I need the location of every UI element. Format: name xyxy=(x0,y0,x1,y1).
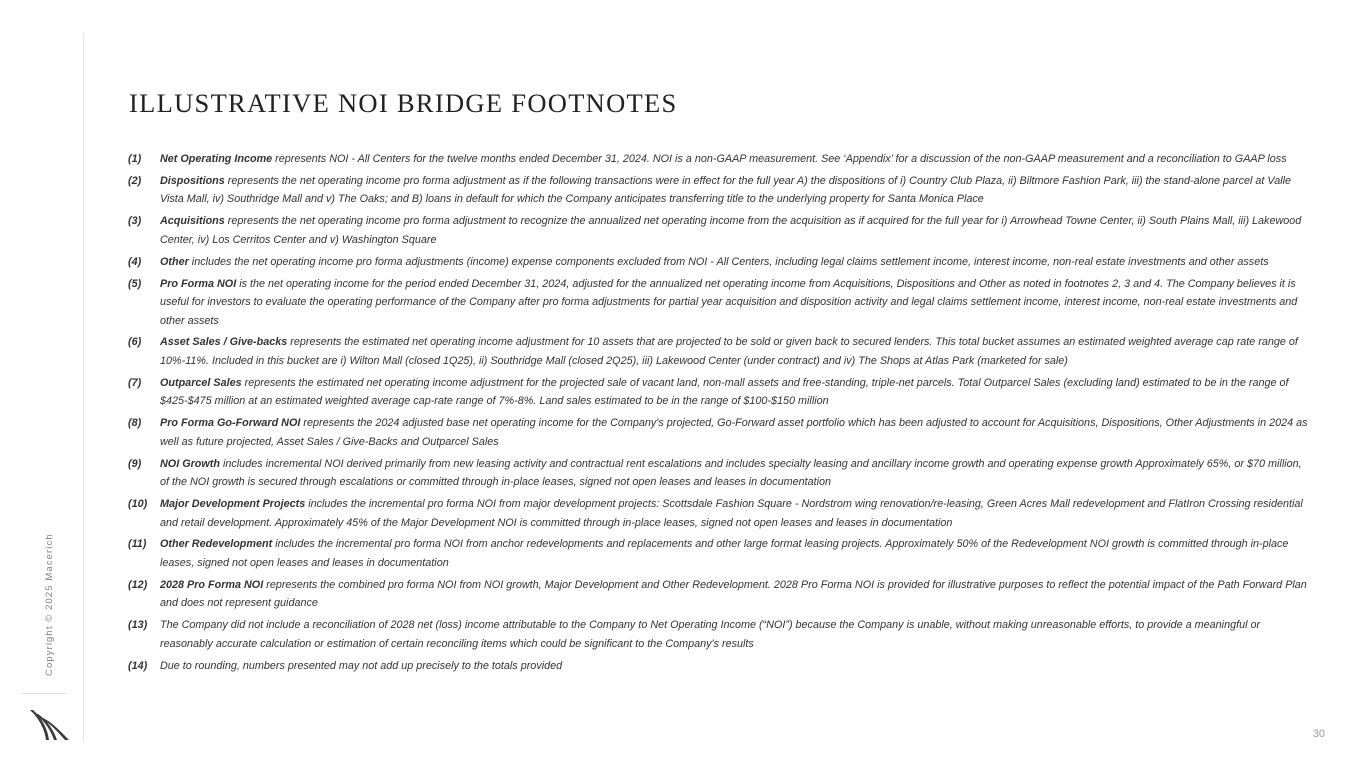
footnote-number: (11) xyxy=(128,538,147,551)
footnote-term: Net Operating Income xyxy=(160,153,273,165)
footnote-item xyxy=(128,576,1313,613)
footnote-body: includes incremental NOI derived primarily from new leasing activity and contractual rent escalations and includes specialty leasing and ancillary income growth and operating expense growth Approximately 65%, or $70 million, of the NOI growth is secured through escalations or committed through in-place leases, signed not open leases and leases in documentation xyxy=(160,457,1302,489)
footnote-term: NOI Growth xyxy=(160,457,220,470)
footnote-body: includes the incremental pro forma NOI from anchor redevelopments and replacements and other large format leasing projects. Approximately 50% of the Redevelopment NOI growth is committed through in-place leases, signed not open leases and leases in documentation xyxy=(160,538,1289,569)
footnote-number: (14) xyxy=(128,659,148,672)
page-number: 30 xyxy=(1312,728,1325,740)
footnote-body: represents the estimated net operating income adjustment for the projected sale of vacant land, non-mall assets and free-standing, triple-net parcels. Total Outparcel Sales (excluding land) estimated to be in the range of $425-$475 million at an estimated weighted average cap-rate range of 7%-8%. Land sales estimated to be in the range of $100-$150 million xyxy=(160,376,1289,408)
footnote-body: Due to rounding, numbers presented may not add up precisely to the totals provided xyxy=(160,659,563,672)
footnote-term: Pro Forma NOI xyxy=(160,277,237,290)
footnote-text xyxy=(160,576,1313,613)
footnote-term: Other xyxy=(160,255,189,268)
footnote-number: (12) xyxy=(128,578,148,591)
footnote-item xyxy=(128,455,1313,492)
footnote-body: is the net operating income for the period ended December 31, 2024, adjusted for the annualized net operating income from Acquisitions, Dispositions and Other as noted in footnotes 2, 3 and 4. The Company believes it is useful for investors to evaluate the operating performance of the Company after pro forma adjustments for partial year acquisition and disposition activity and legal claims settlement income, interest income, non-real estate investments and other assets xyxy=(160,277,1298,327)
footnote-text xyxy=(160,275,1313,331)
footnote-body: includes the incremental pro forma NOI from major development projects: Scottsdale Fashion Square - Nordstrom wing renovation/re-leasing, Green Acres Mall redevelopment and FlatIron Crossing residential and retail development. Approximately 45% of the Major Development NOI is committed through in-place leases, signed not open leases and leases in documentation xyxy=(160,498,1303,529)
footnote-item xyxy=(128,212,1313,249)
footnote-number: (7) xyxy=(128,376,142,389)
footnote-text xyxy=(160,172,1313,209)
footnote-body: includes the net operating income pro forma adjustments (income) expense components excluded from NOI - All Centers, including legal claims settlement income, interest income, non-real estate investments and other assets xyxy=(188,255,1269,268)
footnote-number: (1) xyxy=(128,153,142,165)
footnote-term: Pro Forma Go-Forward NOI xyxy=(160,417,301,430)
footnote-text xyxy=(160,657,1313,676)
footnote-item xyxy=(128,333,1313,370)
footnote-term: Outparcel Sales xyxy=(160,376,242,389)
footnote-text xyxy=(160,212,1313,249)
footnote-body: represents the 2024 adjusted base net operating income for the Company's projected, Go-Forward asset portfolio which has been adjusted to account for Acquisitions, Dispositions, Other Adjustments in 2024 as well as future projected, Asset Sales / Give-Backs and Outparcel Sales xyxy=(160,417,1308,448)
footnote-text xyxy=(160,414,1313,451)
footnote-text xyxy=(160,150,1313,169)
footnote-item xyxy=(128,172,1313,209)
copyright-notice: Copyright © 2025 Macerich xyxy=(44,533,55,676)
footnote-body: represents the net operating income pro forma adjustment to recognize the annualized net operating income from the acquisition as if acquired for the full year for i) Arrowhead Towne Center, ii) South Plains Mall, iii) Lakewood Center, iv) Los Cerritos Center and v) Washington Square xyxy=(160,215,1302,246)
footnote-term: Other Redevelopment xyxy=(160,538,273,551)
footnote-item xyxy=(128,657,1313,676)
footnote-text xyxy=(160,495,1313,532)
footnote-term: Dispositions xyxy=(160,174,225,187)
footnote-text xyxy=(160,535,1313,572)
footnote-number: (8) xyxy=(128,417,142,430)
logo-divider xyxy=(22,693,66,694)
sidebar-divider xyxy=(83,33,84,742)
footnote-item xyxy=(128,275,1313,331)
footnote-body: represents NOI - All Centers for the twelve months ended December 31, 2024. NOI is a non-GAAP measurement. See ‘Appendix’ for a discussion of the non-GAAP measurement and a reconciliation to GAAP loss xyxy=(272,153,1287,165)
page-title: ILLUSTRATIVE NOI BRIDGE FOOTNOTES xyxy=(129,88,678,118)
footnote-term: 2028 Pro Forma NOI xyxy=(160,578,264,591)
footnote-term: Asset Sales / Give-backs xyxy=(160,336,288,349)
footnote-number: (9) xyxy=(128,457,142,470)
footnote-item xyxy=(128,495,1313,532)
macerich-logo-icon xyxy=(28,709,70,741)
footnote-text xyxy=(160,374,1313,411)
footnote-body: The Company did not include a reconciliation of 2028 net (loss) income attributable to the Company to Net Operating Income (“NOI”) because the Company is unable, without making unreasonable efforts, to provide a meaningful or reasonably accurate calculation or estimation of certain reconciling items which could be significant to the Company's results xyxy=(160,619,1261,650)
footnote-number: (6) xyxy=(128,336,142,349)
footnote-number: (2) xyxy=(128,174,142,187)
footnote-item xyxy=(128,374,1313,411)
footnote-number: (10) xyxy=(128,498,148,511)
footnote-term: Major Development Projects xyxy=(160,498,306,511)
footnote-item xyxy=(128,535,1313,572)
footnote-body: represents the net operating income pro forma adjustment as if the following transactions were in effect for the full year A) the dispositions of i) Country Club Plaza, ii) Biltmore Fashion Park, iii) the stand-alone parcel at Valle Vista Mall, iv) Southridge Mall and v) The Oaks; and B) loans in default for which the Company anticipates transferring title to the underlying property for Santa Monica Place xyxy=(160,174,1292,206)
footnote-item xyxy=(128,253,1313,272)
footnote-body: represents the estimated net operating income adjustment for 10 assets that are projected to be sold or given back to secured lenders. This total bucket assumes an estimated weighted average cap rate range of 10%-11%. Included in this bucket are i) Wilton Mall (closed 1Q25), ii) Southridge Mall (closed 2Q25), iii) Lakewood Center (under contract) and iv) The Shops at Atlas Park (marketed for sale) xyxy=(160,336,1298,367)
footnote-item xyxy=(128,150,1313,169)
footnote-list xyxy=(128,150,1313,678)
footnote-item xyxy=(128,616,1313,653)
footnote-number: (4) xyxy=(128,255,142,268)
footnote-text xyxy=(160,616,1313,653)
footnote-text xyxy=(160,333,1313,370)
footnote-number: (5) xyxy=(128,277,142,290)
footnote-item xyxy=(128,414,1313,451)
footnote-text xyxy=(160,455,1313,492)
footnote-number: (13) xyxy=(128,619,148,632)
footnote-number: (3) xyxy=(128,215,142,228)
footnote-text xyxy=(160,253,1313,272)
footnote-term: Acquisitions xyxy=(160,215,225,228)
footnote-body: represents the combined pro forma NOI from NOI growth, Major Development and Other Redevelopment. 2028 Pro Forma NOI is provided for illustrative purposes to reflect the potential impact of the Path Forward Plan and does not represent guidance xyxy=(160,578,1307,610)
